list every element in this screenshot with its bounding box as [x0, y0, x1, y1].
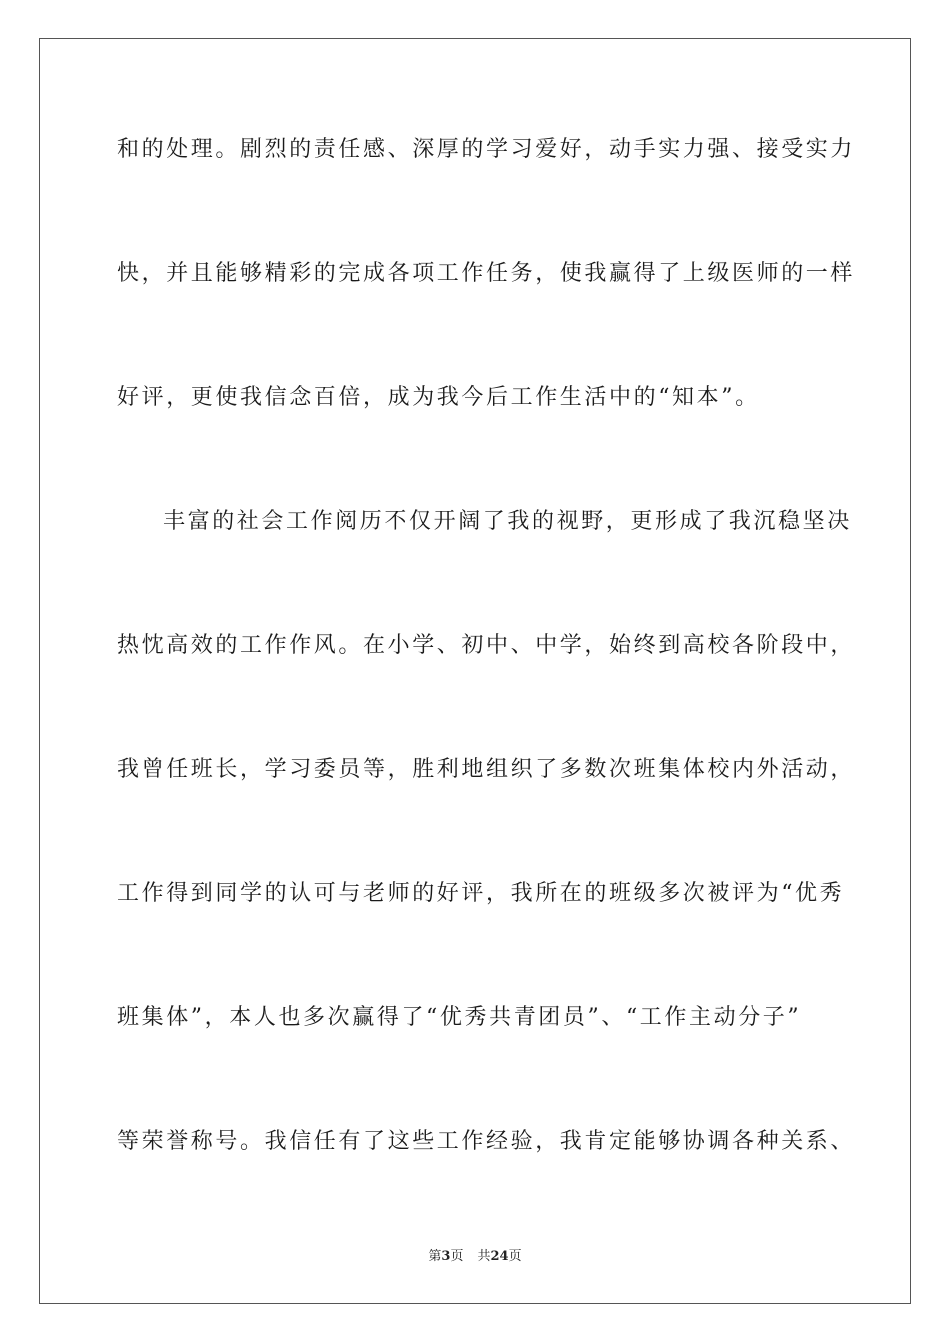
page-suffix: 页: [450, 1249, 464, 1264]
page-frame: [39, 38, 911, 1304]
total-suffix: 页: [508, 1249, 522, 1264]
text-line: 工作得到同学的认可与老师的好评，我所在的班级多次被评为“优秀: [117, 881, 845, 906]
paragraph-first-line: 丰富的社会工作阅历不仅开阔了我的视野，更形成了我沉稳坚决: [163, 509, 852, 534]
text-line: 班集体”，本人也多次赢得了“优秀共青团员”、“工作主动分子”: [117, 1005, 802, 1030]
page-prefix: 第: [428, 1249, 442, 1264]
text-line: 快，并且能够精彩的完成各项工作任务，使我赢得了上级医师的一样: [117, 261, 856, 286]
page-footer: [0, 1248, 950, 1266]
text-line: 等荣誉称号。我信任有了这些工作经验，我肯定能够协调各种关系、: [117, 1129, 856, 1154]
total-pages: 24: [490, 1249, 509, 1264]
text-line: 和的处理。剧烈的责任感、深厚的学习爱好，动手实力强、接受实力: [117, 137, 856, 162]
text-line: 热忱高效的工作作风。在小学、初中、中学，始终到高校各阶段中，: [117, 633, 856, 658]
total-prefix: 共: [477, 1249, 491, 1264]
text-line: 好评，更使我信念百倍，成为我今后工作生活中的“知本”。: [117, 385, 760, 410]
text-line: 我曾任班长，学习委员等，胜利地组织了多数次班集体校内外活动，: [117, 757, 856, 782]
page-number: 3: [441, 1249, 451, 1264]
